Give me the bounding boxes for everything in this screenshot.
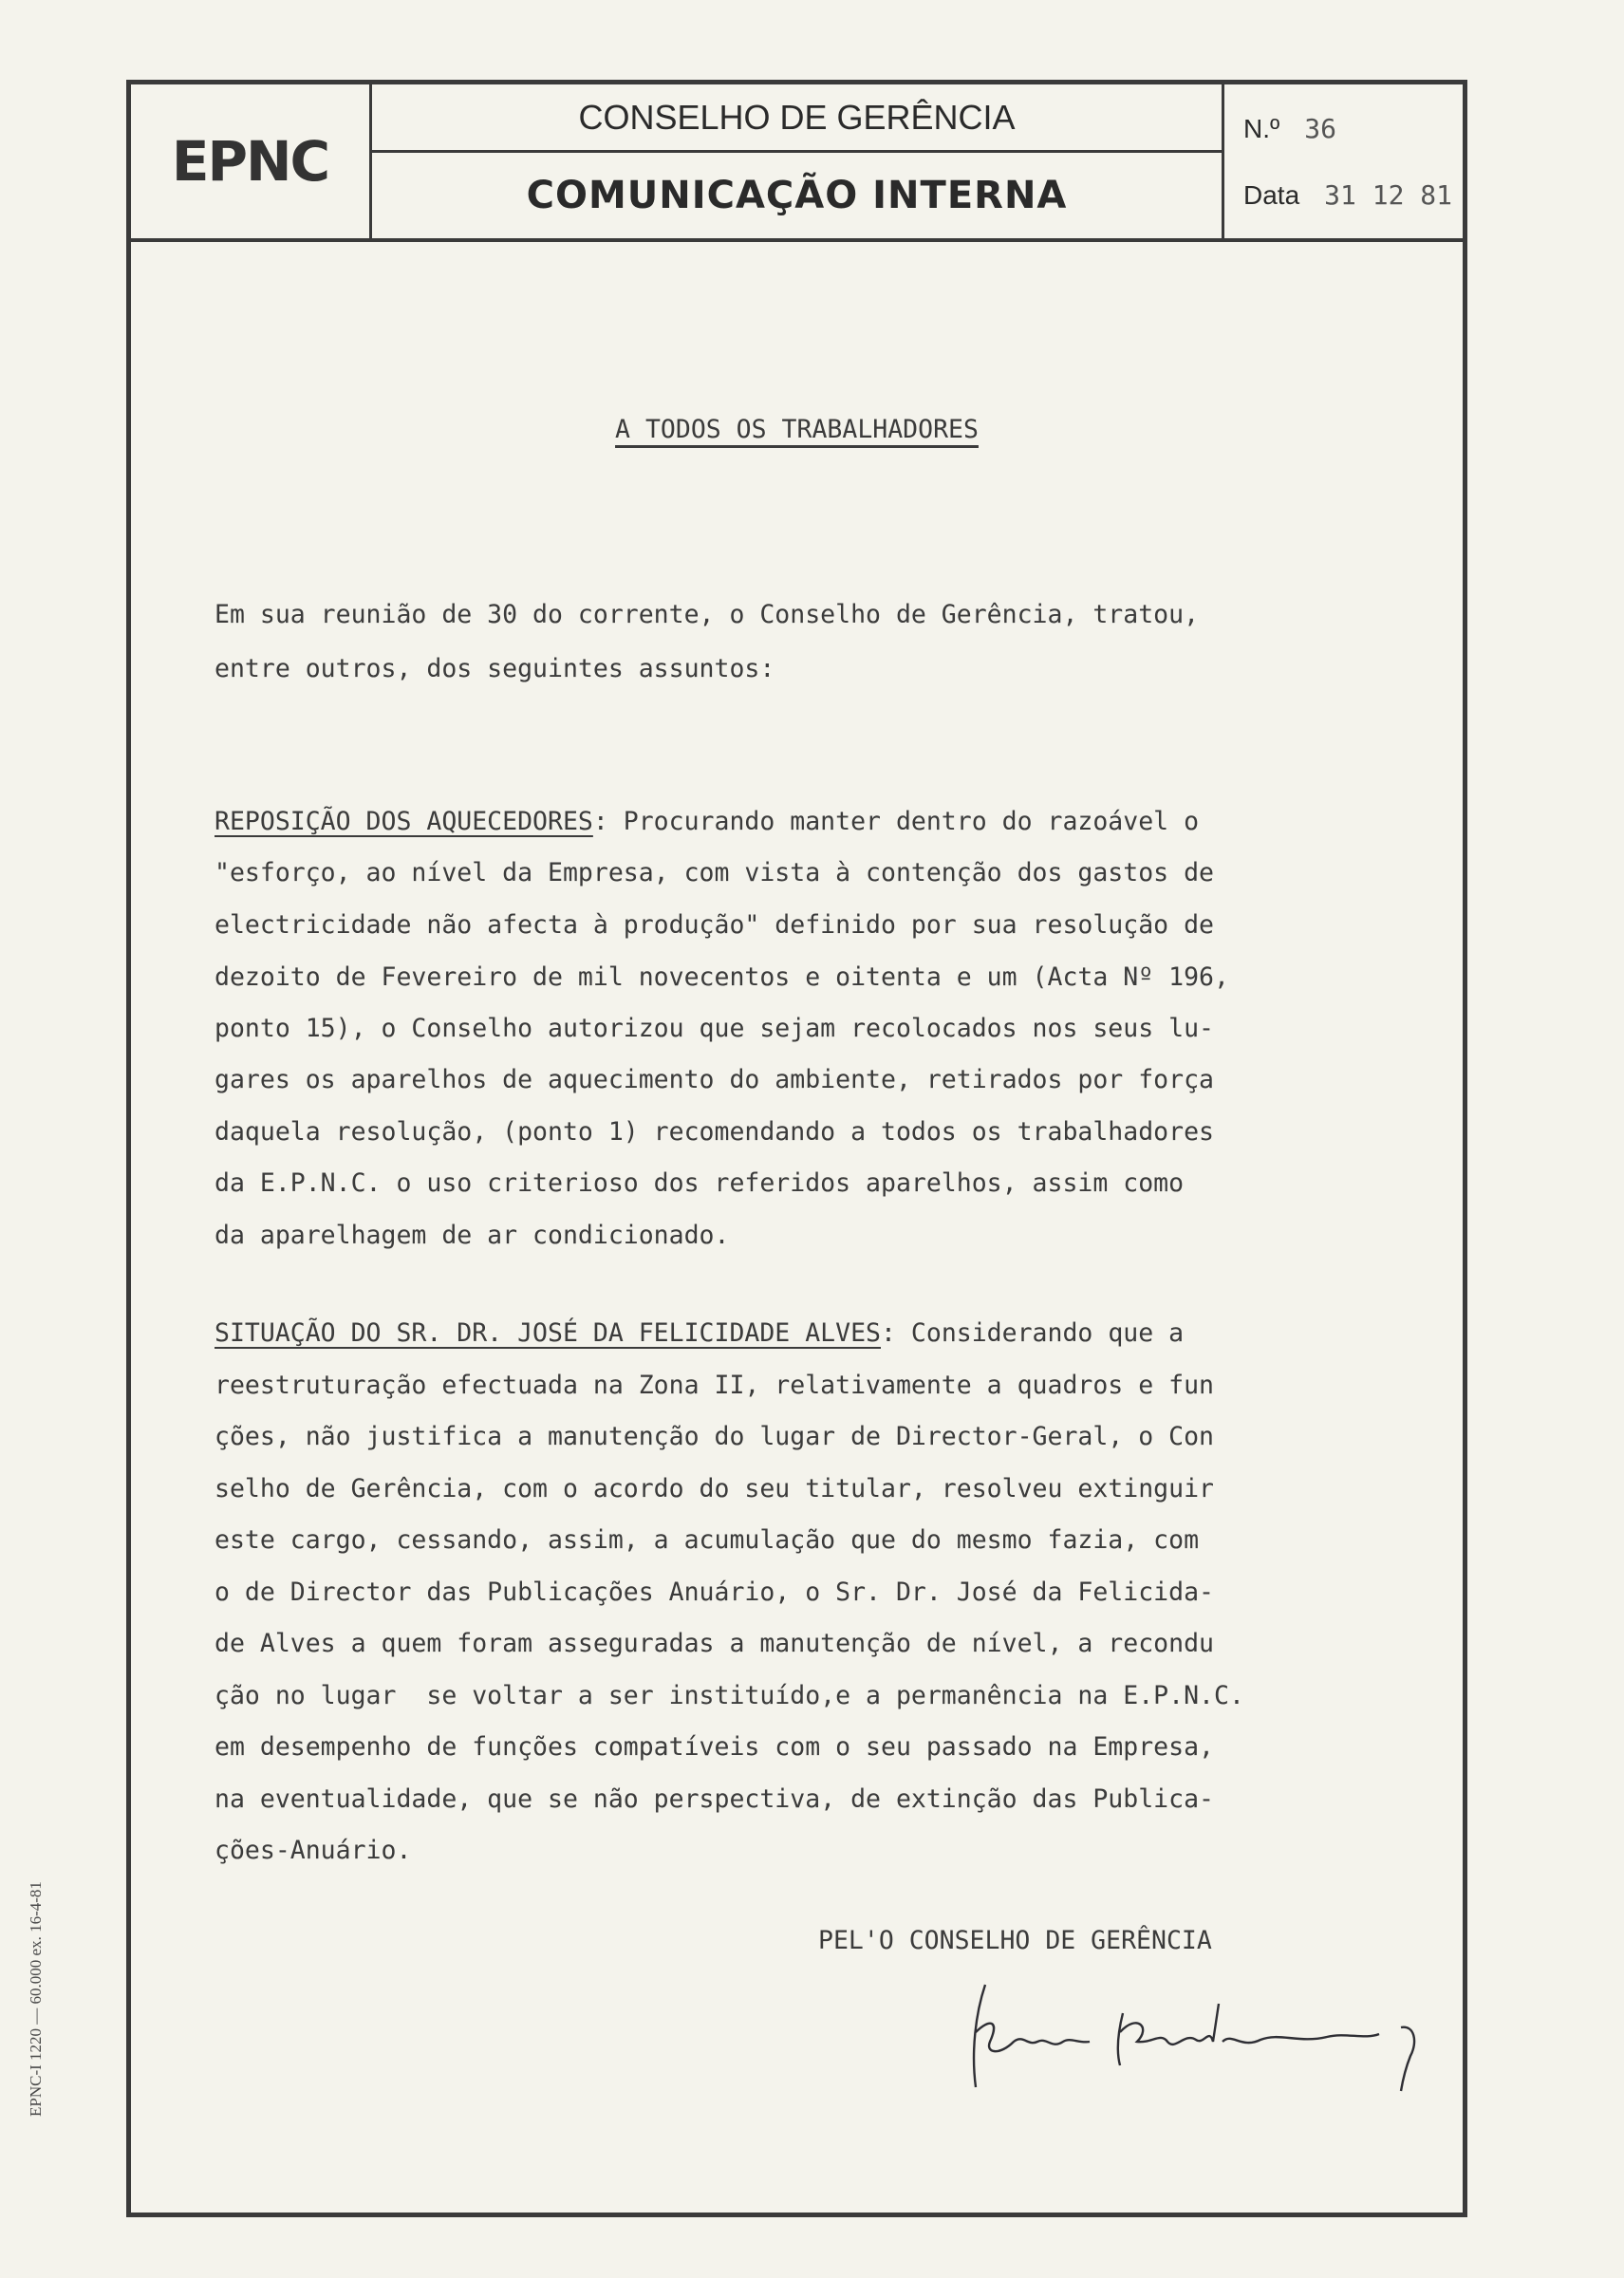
paragraph-text: : Procurando manter dentro do razoável o bbox=[592, 807, 1200, 836]
paragraph-line: ção no lugar se voltar a ser instituído,e a permanência na E.P.N.C. bbox=[215, 1681, 1244, 1710]
intro-line: Em sua reunião de 30 do corrente, o Conselho de Gerência, tratou, bbox=[215, 600, 1200, 629]
paragraph-line: na eventualidade, que se não perspectiva, de extinção das Publica- bbox=[215, 1784, 1214, 1814]
paragraph-line: ponto 15), o Conselho autorizou que sejam recolocados nos seus lu- bbox=[215, 1014, 1214, 1043]
paragraph-line: "esforço, ao nível da Empresa, com vista à contenção dos gastos de bbox=[215, 858, 1214, 887]
section1-title: REPOSIÇÃO DOS AQUECEDORES bbox=[215, 807, 593, 836]
paragraph-line: o de Director das Publicações Anuário, o Sr. Dr. José da Felicida- bbox=[215, 1578, 1214, 1607]
paragraph-line: da aparelhagem de ar condicionado. bbox=[215, 1221, 730, 1250]
paragraph-line: reestruturação efectuada na Zona II, relativamente a quadros e fun bbox=[215, 1371, 1214, 1400]
section2-title: SITUAÇÃO DO SR. DR. JOSÉ DA FELICIDADE ALVES bbox=[215, 1318, 881, 1348]
paragraph-line bbox=[215, 1318, 1184, 1348]
paragraph-line: selho de Gerência, com o acordo do seu titular, resolveu extinguir bbox=[215, 1474, 1214, 1503]
number-label: N.º bbox=[1243, 114, 1280, 143]
paragraph-line bbox=[215, 807, 1199, 836]
council-title: CONSELHO DE GERÊNCIA bbox=[372, 84, 1222, 153]
date-value: 31 12 81 bbox=[1324, 179, 1453, 211]
paragraph-line: electricidade não afecta à produção" definido por sua resolução de bbox=[215, 910, 1214, 940]
closing-line: PEL'O CONSELHO DE GERÊNCIA bbox=[818, 1926, 1212, 1955]
paragraph-line: dezoito de Fevereiro de mil novecentos e oitenta e um (Acta Nº 196, bbox=[215, 962, 1229, 992]
meta-cell bbox=[1224, 84, 1467, 238]
number-row bbox=[1243, 113, 1336, 144]
paragraph-text: : Considerando que a bbox=[881, 1318, 1185, 1348]
print-run-note: EPNC-I 1220 — 60.000 ex. 16-4-81 bbox=[27, 1881, 45, 2117]
paragraph-line: em desempenho de funções compatíveis com o seu passado na Empresa, bbox=[215, 1732, 1214, 1762]
signature bbox=[947, 1975, 1460, 2099]
epnc-logo: EPNC bbox=[171, 129, 329, 194]
date-row bbox=[1243, 179, 1452, 211]
paragraph-line: daquela resolução, (ponto 1) recomendando a todos os trabalhadores bbox=[215, 1117, 1214, 1147]
intro-line: entre outros, dos seguintes assuntos: bbox=[215, 654, 775, 683]
number-value: 36 bbox=[1304, 113, 1336, 144]
addressee-heading-text: A TODOS OS TRABALHADORES bbox=[615, 415, 979, 444]
date-label: Data bbox=[1243, 180, 1300, 210]
paragraph-line: gares os aparelhos de aquecimento do ambiente, retirados por força bbox=[215, 1065, 1214, 1094]
paragraph-line: da E.P.N.C. o uso criterioso dos referidos aparelhos, assim como bbox=[215, 1168, 1185, 1198]
addressee-heading bbox=[131, 415, 1463, 444]
logo-cell bbox=[131, 84, 372, 238]
title-cell bbox=[372, 84, 1224, 238]
paragraph-line: este cargo, cessando, assim, a acumulação que do mesmo fazia, com bbox=[215, 1525, 1200, 1555]
memo-header bbox=[131, 84, 1463, 242]
document-frame bbox=[126, 80, 1467, 2217]
paragraph-line: ções, não justifica a manutenção do lugar de Director-Geral, o Con bbox=[215, 1422, 1214, 1451]
paragraph-line: de Alves a quem foram asseguradas a manutenção de nível, a recondu bbox=[215, 1629, 1214, 1658]
memo-title: COMUNICAÇÃO INTERNA bbox=[526, 174, 1068, 217]
paragraph-line: ções-Anuário. bbox=[215, 1836, 412, 1865]
